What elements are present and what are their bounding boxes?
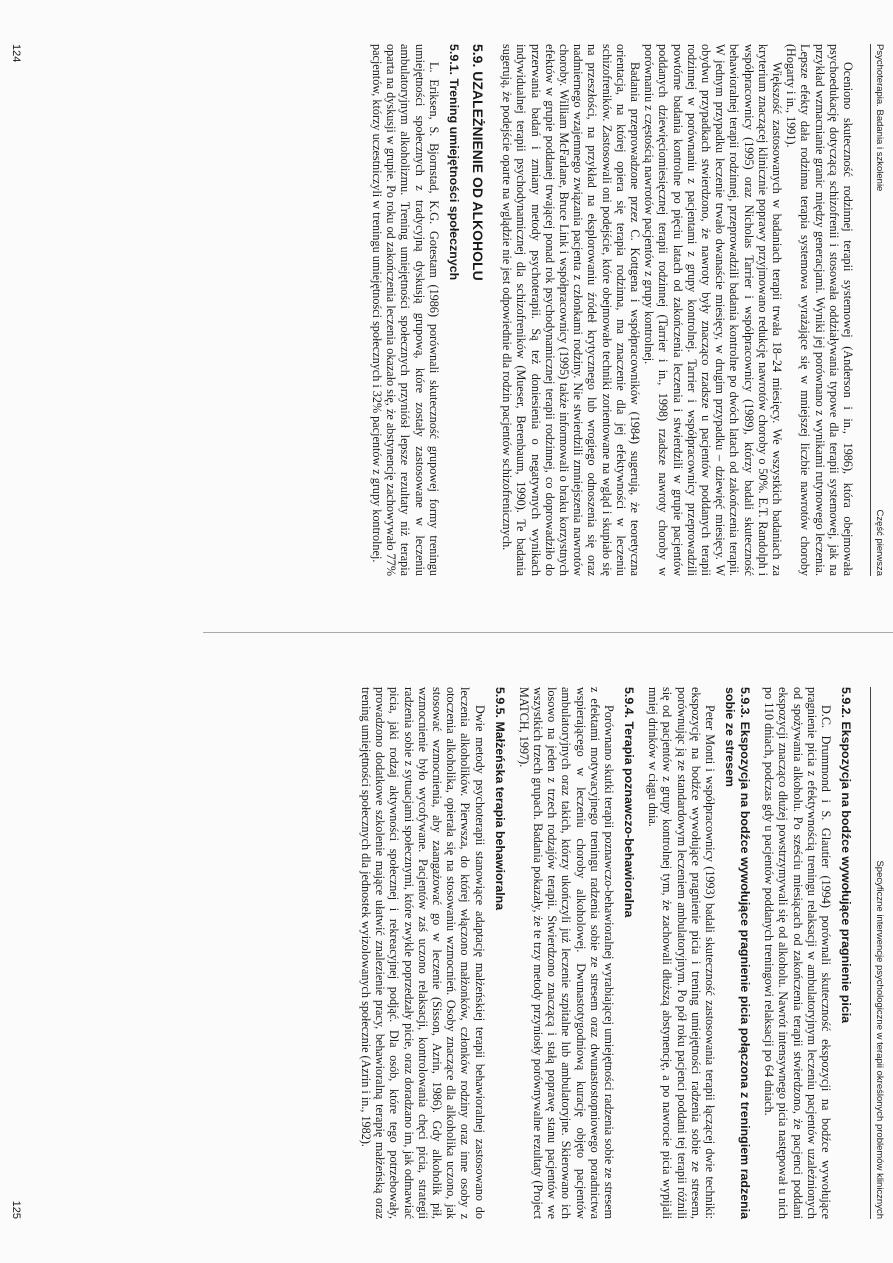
left-page [0,0,893,620]
running-head-title: Psychoterapia. Badania i szkolenie [874,44,885,192]
left-page-body [44,44,855,576]
gutter-divider [203,632,893,633]
subsection-heading: 5.9.2. Ekspozycja na bodźce wywołujące pragnienie picia [839,687,853,1024]
section-heading: 5.9. UZALEŻNIENIE OD ALKOHOLU [469,44,486,281]
paragraph: Porównano skutki terapii poznawczo-behawioralnej wyrabiającej umiejętności radzenia sobie ze stresem z efektami motywacyjnego treningu radzenia sobie ze stresem oraz dwunastostopniowego poradnictwa wspierającego w leczeniu choroby alkoholowej. Dwunastotygodniową kurację objęto pacjentów ambulatoryjnych oraz takich, którzy ukończyli już leczenie szpitalne lub ambulatoryjne. Skierowano ich losowo na jeden z trzech rodzajów terapii. Stwierdzono znaczącą i stałą poprawę stanu pacjentów we wszystkich trzech grupach. Badania pokazały, że te trzy metody przyniosły porównywalne rezultaty (Project MATCH, 1997). [516,687,616,1219]
subsection-heading: 5.9.5. Małżeńska terapia behawioralna [492,687,507,911]
paragraph: Oceniono skuteczność rodzinnej terapii systemowej (Anderson i in., 1986), która obejmowała psychoedukację dotyczącą schizofrenii i stosowała oddziaływania typowe dla terapii systemowej, jak na przykład wzmacnianie granic między generacjami. Wyniki jej porównano z wynikami rutynowego leczenia. Lepsze efekty dała rodzinna terapia systemowa wyrażające się w mniejszej liczbie nawrotów choroby (Hogarty i in., 1991). [784,44,855,576]
paragraph: Peter Monti i współpracownicy (1993) badali skuteczność zastosowania terapii łączącej dwie techniki: ekspozycję na bodźce wywołujące pragnienie picia i trening umiejętności radzenia sobie ze stresem, porównując ją ze standardowym leczeniem ambulatoryjnym. Po pół roku pacjenci poddani tej terapii różnili się od pacjentów z grupy kontrolnej tym, że zachowali dłuższą abstynencję, a po nawrocie picia wypijali mniej drinków w ciągu dnia. [646,687,717,1219]
page-number: 125 [10,1200,22,1219]
subsection-heading: 5.9.3. Ekspozycja na bodźce wywołujące pragnienie picia połączona z treningiem radzenia sobie ze stresem [722,687,752,1219]
page-number: 124 [10,44,22,63]
right-page [0,643,893,1263]
subsection-heading: 5.9.1. Trening umiejętności społecznych [446,44,461,281]
paragraph: Badania przeprowadzone przez C. Kottgena i współpracowników (1984) sugerują, że teoretyczna orientacja, na której opiera się terapia rodzinna, ma znaczenie dla jej efektywności w leczeniu schizofreników. Zastosowali oni podejście, które obejmowało techniki zorientowane na wgląd i skupiało się na przeszłości, na przykład na eksplorowaniu źródeł krytycznego lub wrogiego odnoszenia się oraz nadmiernego wzajemnego związania pacjenta z członkami rodziny. Nie stwierdzili zmniejszenia nawrotów choroby. William McFarlane, Bruce Link i współpracownicy (1995) także informowali o braku korzystnych efektów w grupie poddanej trwającej ponad rok psychodynamicznej terapii rodzinnej, co doprowadziło do przerwania badań i zmiany metody psychoterapii. Są też doniesienia o negatywnych wynikach indywidualnej terapii psychodynamicznej dla schizofreników (Mueser, Berenbaum, 1990). Te badania sugerują, że podejście oparte na wglądzie nie jest odpowiednie dla rodzin pacjentów schizofrenicznych. [500,44,642,576]
right-page-rotated-content [0,643,893,1263]
paragraph: Większość zastosowanych w badaniach terapii trwała 18–24 miesięcy. We wszystkich badaniach za kryterium znaczącej klinicznie poprawy przyjmowano redukcję nawrotów choroby o 50%. E.T. Randolph i współpracownicy (1995) oraz Nicholas Tarrier i współpracownicy (1989), którzy badali skuteczność behawioralnej terapii rodzinnej, przeprowadzili badania kontrolne po dwóch latach od zakończenia terapii. W jednym przypadku leczenie trwało dwanaście miesięcy, w drugim przypadku – dziewięć miesięcy. W obydwu przypadkach stwierdzono, że nawroty były znacząco rzadsze u pacjentów poddanych terapii rodzinnej w porównaniu z pacjentami z grupy kontrolnej. Tarrier i współpracownicy przeprowadzili powtórne badania kontrolne po pięciu latach od zakończenia leczenia i stwierdzili w grupie pacjentów poddanych dziewięciomiesięcznej terapii rodzinnej (Tarrier i in., 1998) rzadsze nawroty choroby w porównaniu z częstością nawrotów pacjentów z grupy kontrolnej. [642,44,784,576]
paragraph: D.C. Drummond i S. Glautier (1994) porównali skuteczność ekspozycji na bodźce wywołujące pragnienie picia z efektywnością treningu relaksacji w ambulatoryjnym leczeniu pacjentów uzależnionych od spożywania alkoholu. Po sześciu miesiącach od zakończenia terapii stwierdzono, że pacjenci poddani ekspozycji znacząco dłużej powstrzymywali się od alkoholu. Nawrót intensywnego picia następował u nich po 110 dniach, podczas gdy u pacjentów poddanych treningowi relaksacji po 64 dniach. [762,687,833,1219]
page-gutter [0,624,893,640]
paragraph: L. Eriksen, S. Bjornstad, K.G. Gotestam (1986) porównali skuteczność grupowej formy treningu umiejętności społecznych z tradycyjną dyskusją grupową, które zostały zastosowane w leczeniu ambulatoryjnym alkoholizmu. Trening umiejętności społecznych przyniósł lepsze rezultaty niż terapia oparta na dyskusji w grupie. Po roku od zakończenia leczenia okazało się, że abstynencję zachowywało 77% pacjentów, którzy uczestniczyli w treningu umiejętności społecznych i 32% pacjentów z grupy kontrolnej. [369,44,441,576]
paragraph: Dwie metody psychoterapii stanowiące adaptację małżeńskiej terapii behawioralnej zastosowano do leczenia alkoholików. Pierwsza, do której włączono małżonków, członków rodziny oraz inne osoby z otoczenia alkoholika, opierała się na stosowaniu wzmocnień. Osoby znaczące dla alkoholika uczono, jak stosować wzmocnienia, aby zaangażować go w leczenie (Sisson, Azrin, 1986). Gdy alkoholik pił, wzmocnienie było wycofywane. Pacjentów zaś uczono relaksacji, kontrolowania chęci picia, strategii radzenia sobie z sytuacjami społecznymi, które zwykle poprzedzały picie, oraz doradzano im, jak odmawiać picia, jaki rodzaj aktywności społecznej i rekreacyjnej podjąć. Dla osób, które tego potrzebowały, prowadzono dodatkowe szkolenie mające ułatwić znalezienie pracy, behawioralną terapię małżeńską oraz trening umiejętności społecznych dla jednostek wyizolowanych społecznie (Azrin i in., 1982). [358,687,487,1219]
running-head [870,687,885,1219]
subsection-heading: 5.9.4. Terapia poznawczo-behawioralna [621,687,636,918]
left-page-rotated-content [0,0,893,620]
running-head-part: Część pierwsza [874,509,885,576]
running-head [870,44,885,576]
running-head-title: Specyficzne interwencje psychologiczne w terapii określonych problemów klinicznych [874,860,885,1219]
right-page-body [44,687,855,1219]
